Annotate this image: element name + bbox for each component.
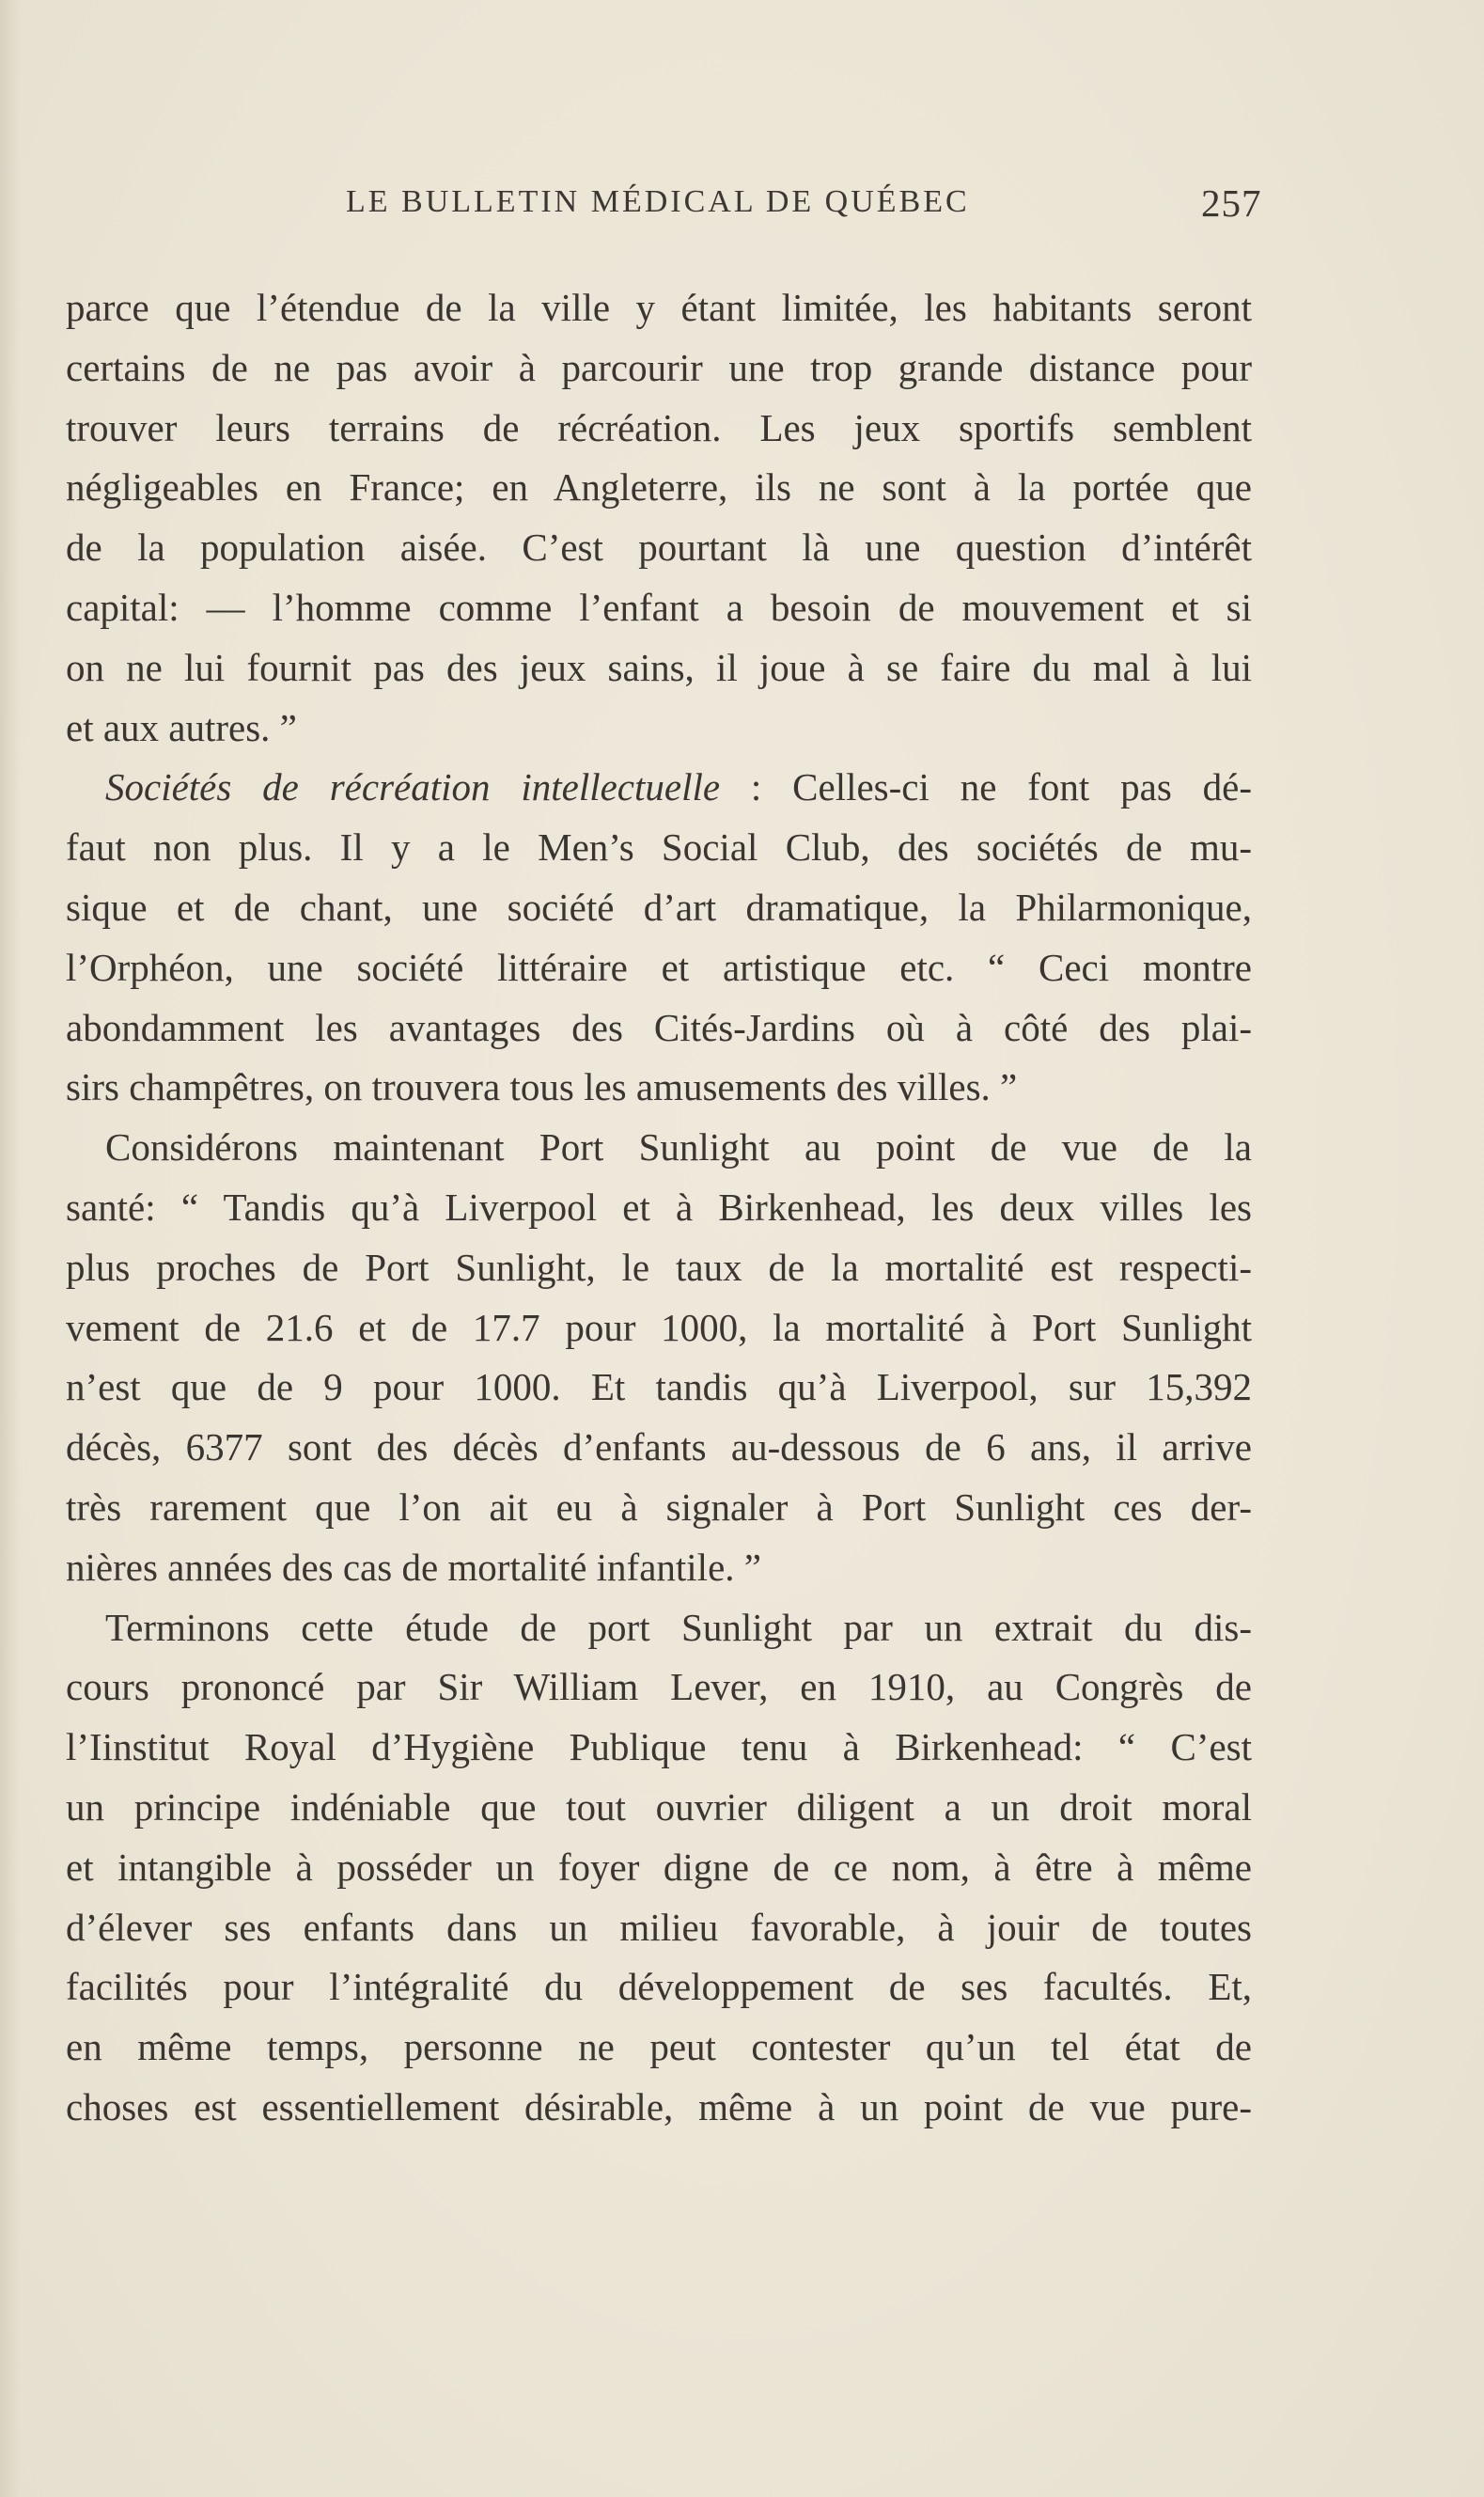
text-line: Terminons cette étude de port Sunlight par un extrait du dis-	[105, 1605, 1252, 1649]
text-line: l’Iinstitut Royal d’Hygiène Publique tenu à Birkenhead: “ C’est	[66, 1725, 1252, 1769]
text-line: trouver leurs terrains de récréation. Les jeux sportifs semblent	[66, 405, 1252, 449]
text-line: Considérons maintenant Port Sunlight au point de vue de la	[105, 1125, 1252, 1170]
text-line: abondamment les avantages des Cités-Jardins où à côté des plai-	[66, 1005, 1252, 1049]
paragraph-2	[66, 758, 1252, 1118]
text-line: faut non plus. Il y a le Men’s Social Club, des sociétés de mu-	[66, 825, 1252, 870]
text-line: parce que l’étendue de la ville y étant limitée, les habitants seront	[66, 286, 1252, 329]
text-line: facilités pour l’intégralité du développement de ses facultés. Et,	[66, 1965, 1252, 2009]
text-line: d’élever ses enfants dans un milieu favorable, à jouir de toutes	[66, 1905, 1252, 1949]
paragraph-4	[66, 1598, 1252, 2138]
text-line: sirs champêtres, on trouvera tous les amusements des villes. ”	[66, 1065, 1018, 1109]
text-line: n’est que de 9 pour 1000. Et tandis qu’à Liverpool, sur 15,392	[66, 1365, 1252, 1409]
text-line: cours prononcé par Sir William Lever, en 1910, au Congrès de	[66, 1665, 1252, 1709]
text-line: on ne lui fournit pas des jeux sains, il joue à se faire du mal à lui	[66, 645, 1252, 689]
text-line: choses est essentiellement désirable, même à un point de vue pure-	[66, 2084, 1252, 2128]
page-number: 257	[1201, 181, 1262, 225]
gutter-shadow	[0, 0, 21, 2497]
text-line: santé: “ Tandis qu’à Liverpool et à Birkenhead, les deux villes les	[66, 1185, 1252, 1229]
text-line: certains de ne pas avoir à parcourir une trop grande distance pour	[66, 345, 1252, 389]
paragraph-1	[66, 278, 1252, 758]
text-line: sique et de chant, une société d’art dramatique, la Philarmonique,	[66, 885, 1252, 929]
text-line: en même temps, personne ne peut contester qu’un tel état de	[66, 2025, 1252, 2069]
text-line	[66, 758, 1252, 818]
text-line: nières années des cas de mortalité infantile. ”	[66, 1545, 761, 1589]
italic-heading: Sociétés de récréation intellectuelle	[105, 765, 721, 809]
text-line: l’Orphéon, une société littéraire et artistique etc. “ Ceci montre	[66, 945, 1252, 989]
text-line: et intangible à posséder un foyer digne de ce nom, à être à même	[66, 1845, 1252, 1889]
page-header	[0, 181, 1484, 231]
text-line: un principe indéniable que tout ouvrier diligent a un droit moral	[66, 1784, 1252, 1829]
running-title: LE BULLETIN MÉDICAL DE QUÉBEC	[346, 184, 970, 219]
text-line: plus proches de Port Sunlight, le taux de la mortalité est respecti-	[66, 1245, 1252, 1289]
line-rest: : Celles-ci ne font pas dé-	[720, 765, 1252, 809]
body-text	[66, 278, 1252, 2138]
text-line: de la population aisée. C’est pourtant là une question d’intérêt	[66, 526, 1252, 570]
paragraph-3	[66, 1118, 1252, 1597]
text-line: très rarement que l’on ait eu à signaler à Port Sunlight ces der-	[66, 1484, 1252, 1529]
text-line: vement de 21.6 et de 17.7 pour 1000, la mortalité à Port Sunlight	[66, 1305, 1252, 1349]
text-line: décès, 6377 sont des décès d’enfants au-dessous de 6 ans, il arrive	[66, 1425, 1252, 1469]
text-line: négligeables en France; en Angleterre, ils ne sont à la portée que	[66, 465, 1252, 510]
text-line: capital: — l’homme comme l’enfant a besoin de mouvement et si	[66, 585, 1252, 629]
text-line: et aux autres. ”	[66, 705, 297, 749]
